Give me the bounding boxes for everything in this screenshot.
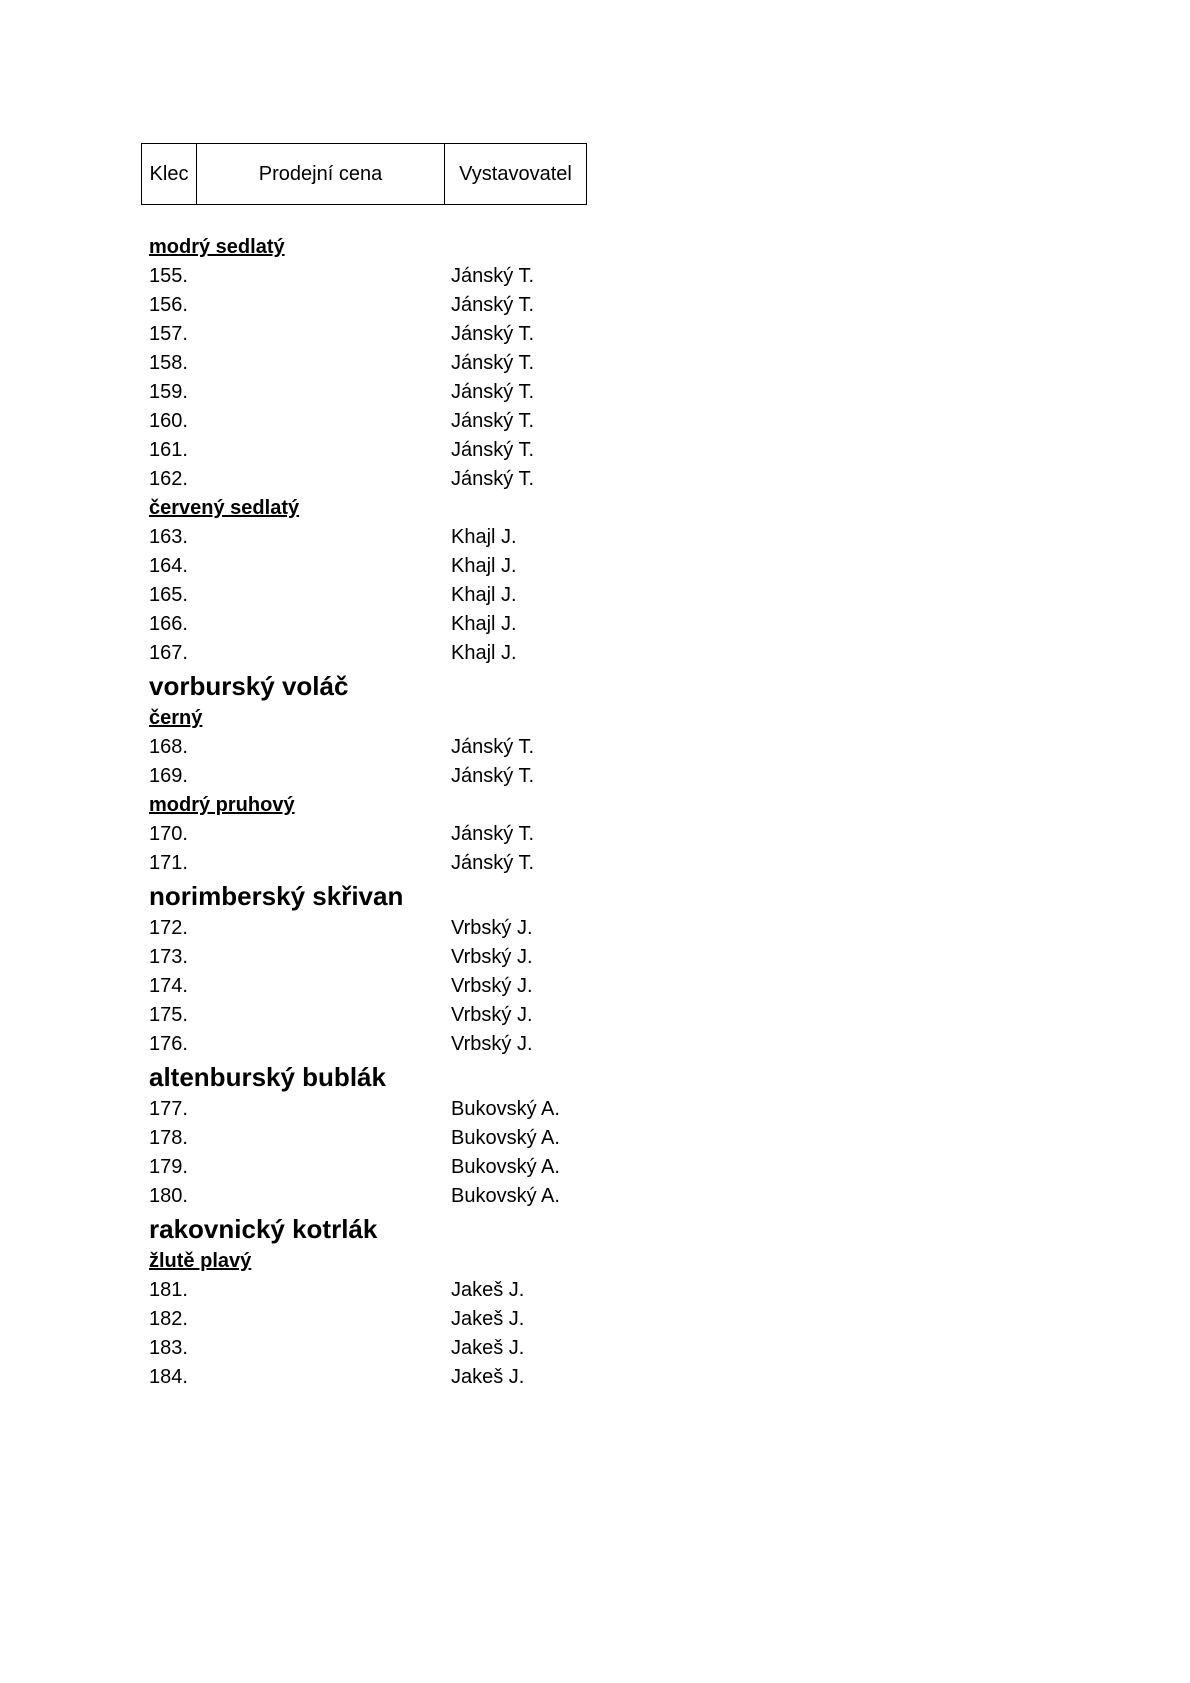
cage-number: 182. — [149, 1308, 188, 1330]
entry-row — [149, 378, 749, 407]
entry-row — [149, 262, 749, 291]
exhibitor-name: Jánský T. — [451, 852, 534, 874]
cage-number: 175. — [149, 1004, 188, 1026]
exhibitor-name: Jánský T. — [451, 468, 534, 490]
entry-row — [149, 523, 749, 552]
breed-title: rakovnický kotrlák — [149, 1214, 378, 1244]
cage-number: 160. — [149, 410, 188, 432]
exhibitor-name: Jánský T. — [451, 352, 534, 374]
entry-row — [149, 320, 749, 349]
cage-number: 183. — [149, 1337, 188, 1359]
entry-row — [149, 610, 749, 639]
breed-section — [149, 1059, 749, 1211]
entry-row — [149, 465, 749, 494]
cage-number: 170. — [149, 823, 188, 845]
exhibitor-name: Vrbský J. — [451, 975, 533, 997]
header-exhibitor: Vystavovatel — [445, 144, 587, 205]
cage-number: 163. — [149, 526, 188, 548]
cage-number: 179. — [149, 1156, 188, 1178]
cage-number: 173. — [149, 946, 188, 968]
cage-number: 164. — [149, 555, 188, 577]
cage-number: 167. — [149, 642, 188, 664]
cage-number: 155. — [149, 265, 188, 287]
cage-number: 181. — [149, 1279, 188, 1301]
entry-row — [149, 1124, 749, 1153]
exhibitor-name: Bukovský A. — [451, 1098, 560, 1120]
entry-row — [149, 1276, 749, 1305]
entry-row — [149, 914, 749, 943]
exhibitor-name: Vrbský J. — [451, 1033, 533, 1055]
exhibitor-name: Jánský T. — [451, 265, 534, 287]
variety-title: žlutě plavý — [149, 1250, 252, 1272]
variety-title: červený sedlatý — [149, 497, 300, 519]
entry-row — [149, 820, 749, 849]
cage-number: 178. — [149, 1127, 188, 1149]
exhibitor-name: Jánský T. — [451, 765, 534, 787]
header-price: Prodejní cena — [197, 144, 445, 205]
exhibitor-name: Jánský T. — [451, 410, 534, 432]
cage-number: 157. — [149, 323, 188, 345]
entry-row — [149, 733, 749, 762]
column-header-row — [142, 144, 587, 205]
cage-number: 176. — [149, 1033, 188, 1055]
breed-section — [149, 878, 749, 1059]
exhibitor-name: Bukovský A. — [451, 1185, 560, 1207]
exhibitor-name: Khajl J. — [451, 642, 517, 664]
cage-number: 184. — [149, 1366, 188, 1388]
entry-row — [149, 1305, 749, 1334]
entry-row — [149, 1363, 749, 1392]
entry-row — [149, 1182, 749, 1211]
exhibitor-name: Jánský T. — [451, 736, 534, 758]
breed-title: norimberský skřivan — [149, 881, 404, 911]
header-cage: Klec — [142, 144, 197, 205]
column-header-table — [141, 143, 587, 205]
entry-row — [149, 581, 749, 610]
cage-number: 168. — [149, 736, 188, 758]
cage-number: 172. — [149, 917, 188, 939]
entry-row — [149, 943, 749, 972]
cage-number: 162. — [149, 468, 188, 490]
exhibitor-name: Bukovský A. — [451, 1156, 560, 1178]
exhibitor-name: Vrbský J. — [451, 917, 533, 939]
cage-number: 166. — [149, 613, 188, 635]
exhibitor-name: Khajl J. — [451, 584, 517, 606]
exhibitor-name: Jakeš J. — [451, 1337, 525, 1359]
breed-title: altenburský bublák — [149, 1062, 386, 1092]
variety-title: modrý pruhový — [149, 794, 295, 816]
cage-number: 159. — [149, 381, 188, 403]
breed-section — [149, 233, 749, 668]
cage-number: 156. — [149, 294, 188, 316]
exhibitor-name: Vrbský J. — [451, 946, 533, 968]
entry-row — [149, 762, 749, 791]
cage-number: 177. — [149, 1098, 188, 1120]
cage-number: 165. — [149, 584, 188, 606]
entry-row — [149, 436, 749, 465]
entry-row — [149, 1030, 749, 1059]
exhibitor-name: Jakeš J. — [451, 1279, 525, 1301]
exhibitor-name: Jánský T. — [451, 294, 534, 316]
entry-row — [149, 849, 749, 878]
cage-number: 174. — [149, 975, 188, 997]
exhibitor-name: Jakeš J. — [451, 1308, 525, 1330]
entry-row — [149, 972, 749, 1001]
cage-number: 161. — [149, 439, 188, 461]
entry-row — [149, 1095, 749, 1124]
exhibitor-name: Khajl J. — [451, 555, 517, 577]
exhibitor-name: Khajl J. — [451, 613, 517, 635]
cage-number: 171. — [149, 852, 188, 874]
entries-listing — [149, 233, 749, 1392]
breed-section — [149, 1211, 749, 1392]
entry-row — [149, 349, 749, 378]
entry-row — [149, 552, 749, 581]
variety-title: černý — [149, 707, 203, 729]
exhibitor-name: Vrbský J. — [451, 1004, 533, 1026]
entry-row — [149, 291, 749, 320]
breed-section — [149, 668, 749, 878]
entry-row — [149, 1001, 749, 1030]
exhibitor-name: Jakeš J. — [451, 1366, 525, 1388]
cage-number: 180. — [149, 1185, 188, 1207]
exhibitor-name: Bukovský A. — [451, 1127, 560, 1149]
entry-row — [149, 639, 749, 668]
cage-number: 169. — [149, 765, 188, 787]
exhibitor-name: Jánský T. — [451, 823, 534, 845]
entry-row — [149, 1334, 749, 1363]
exhibitor-name: Khajl J. — [451, 526, 517, 548]
entry-row — [149, 407, 749, 436]
exhibitor-name: Jánský T. — [451, 323, 534, 345]
variety-title: modrý sedlatý — [149, 236, 285, 258]
exhibitor-name: Jánský T. — [451, 381, 534, 403]
entry-row — [149, 1153, 749, 1182]
breed-title: vorburský voláč — [149, 671, 349, 701]
exhibitor-name: Jánský T. — [451, 439, 534, 461]
cage-number: 158. — [149, 352, 188, 374]
